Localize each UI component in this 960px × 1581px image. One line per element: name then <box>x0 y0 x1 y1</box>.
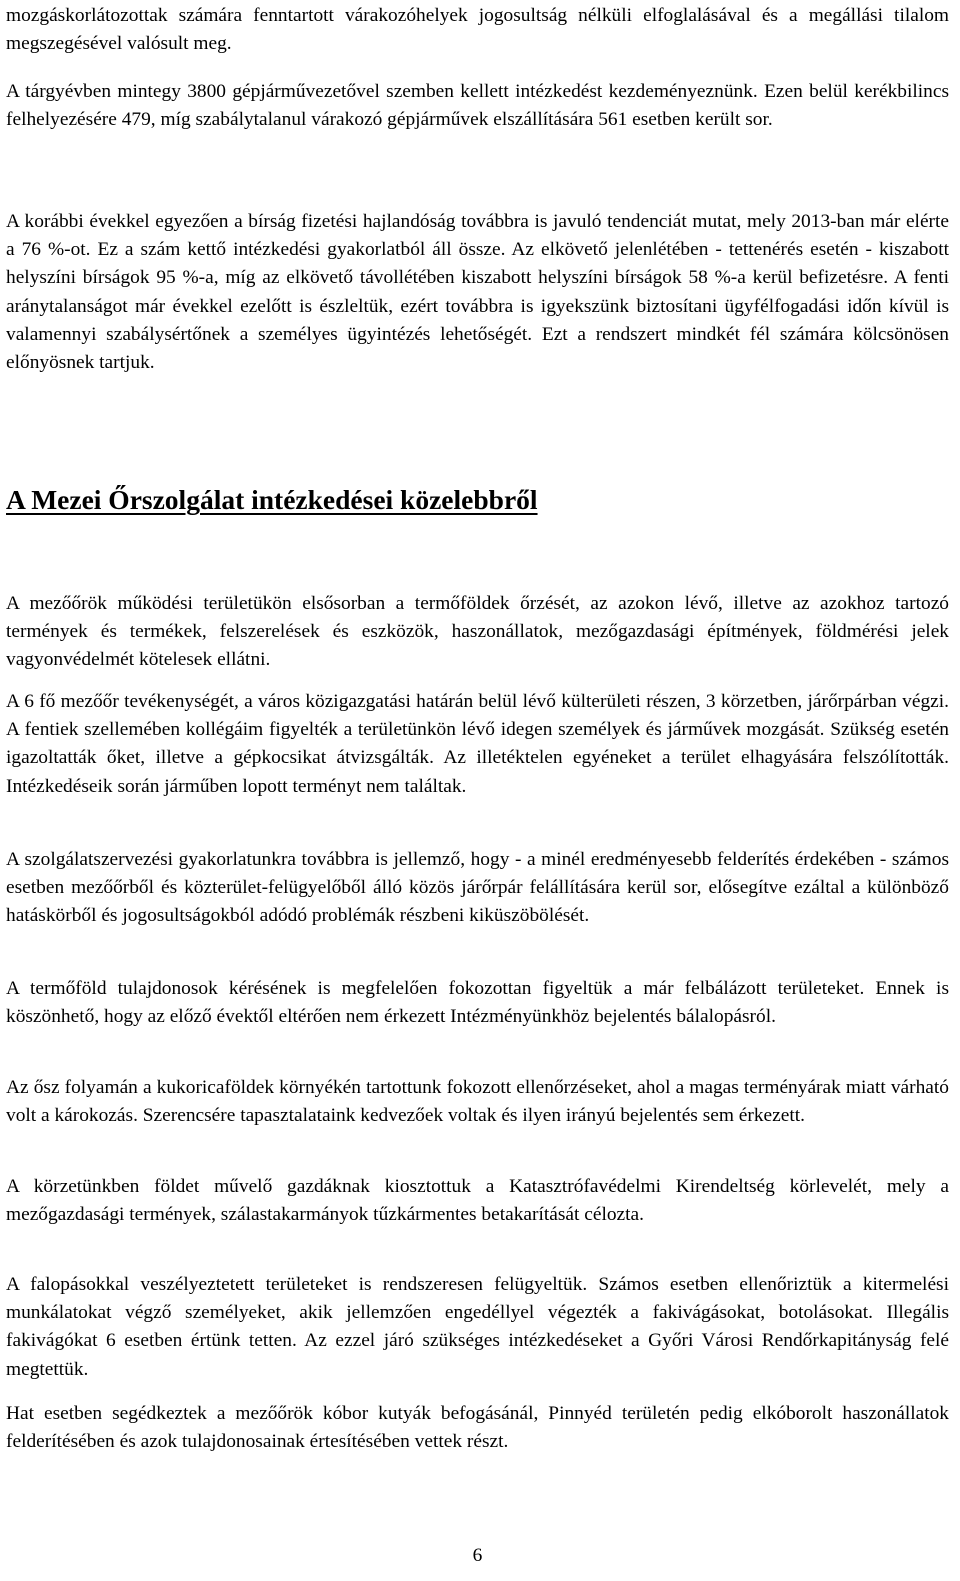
paragraph-field-guard-duties: A mezőőrök működési területükön elsősorban a termőföldek őrzését, az azokon lévő, illetve az azokhoz tartozó termények és termékek, felszerelések és eszközök, haszonállatok, mezőgazdasági építmények, földmérési jelek vagyonvédelmét kötelesek ellátni. <box>6 593 949 671</box>
paragraph-corn-checks: Az ősz folyamán a kukoricaföldek környékén tartottunk fokozott ellenőrzéseket, ahol a magas terményárak miatt várható volt a károkozás. Szerencsére tapasztalataink kedvezőek voltak és ilyen irányú bejelentés sem érkezett. <box>6 1077 949 1127</box>
paragraph-bale-monitoring: A termőföld tulajdonosok kérésének is megfelelően fokozottan figyeltük a már felbálázott területeket. Ennek is köszönhető, hogy az előző évektől eltérően nem érkezett Intézményünkhöz bejelentés bálalopásról. <box>6 978 949 1028</box>
section-heading: A Mezei Őrszolgálat intézkedései közelebbről <box>6 484 538 515</box>
paragraph-fine-payment: A korábbi évekkel egyezően a bírság fizetési hajlandóság továbbra is javuló tendenciát mutat, mely 2013-ban már elérte a 76 %-ot. Ez a szám kettő intézkedési gyakorlatból áll össze. Az elkövető jelenlétében - tettenérés esetén - kiszabott helyszíni bírságok 95 %-a, míg az elkövető távollétében kiszabott helyszíni bírságok 58 %-a kerül befizetésre. A fenti aránytalanságot már évekkel ezelőtt is észleltük, ezért továbbra is igyekszünk biztosítani ügyfélfogadási időn kívül is valamennyi szabálysértőnek a személyes ügyintézés lehetőségét. Ezt a rendszert mindkét fél számára kölcsönösen előnyösnek tartjuk. <box>6 211 949 374</box>
paragraph-wood-theft: A falopásokkal veszélyeztetett területeket is rendszeresen felügyeltük. Számos esetben ellenőriztük a kitermelési munkálatokat végző személyeket, akik jellemzően engedéllyel végezték a fakivágásokat, botolásokat. Illegális fakivágókat 6 esetben értünk tetten. Az ezzel járó szükséges intézkedéseket a Győri Városi Rendőrkapitányság felé megtettük. <box>6 1274 949 1380</box>
paragraph-patrol-activity: A 6 fő mezőőr tevékenységét, a város közigazgatási határán belül lévő külterületi részen, 3 körzetben, járőrpárban végzi. A fentiek szellemében kollégáim figyelték a területünkön lévő idegen személyek és járművek mozgását. Szükség esetén igazoltatták őket, illetve a gépkocsikat átvizsgálták. Az illetéktelen egyéneket a terület elhagyására felszólították. Intézkedéseik során járműben lopott terményt nem találtak. <box>6 691 949 797</box>
paragraph-stray-animals: Hat esetben segédkeztek a mezőőrök kóbor kutyák befogásánál, Pinnyéd területén pedig elkóborolt haszonállatok felderítésében és azok tulajdonosainak értesítésében vettek részt. <box>6 1403 949 1453</box>
paragraph-joint-patrol: A szolgálatszervezési gyakorlatunkra továbbra is jellemző, hogy - a minél eredményesebb felderítés érdekében - számos esetben mezőőrből és közterület-felügyelőből álló közös járőrpár felállítására kerül sor, elősegítve ezáltal a különböző hatáskörből és jogosultságokból adódó problémák részbeni kiküszöbölését. <box>6 849 949 927</box>
paragraph-continuation: mozgáskorlátozottak számára fenntartott várakozóhelyek jogosultság nélküli elfoglalásával és a megállási tilalom megszegésével valósult meg. <box>6 5 949 55</box>
paragraph-enforcement-stats: A tárgyévben mintegy 3800 gépjárművezetővel szemben kellett intézkedést kezdeményeznünk. Ezen belül kerékbilincs felhelyezésére 479, míg szabálytalanul várakozó gépjárművek elszállítására 561 esetben került sor. <box>6 81 949 131</box>
paragraph-fire-safety-circular: A körzetünkben földet művelő gazdáknak kiosztottuk a Katasztrófavédelmi Kirendeltség körlevelét, mely a mezőgazdasági termények, szálastakarmányok tűzkármentes betakarítását célozta. <box>6 1176 949 1226</box>
page-number: 6 <box>472 1545 483 1566</box>
